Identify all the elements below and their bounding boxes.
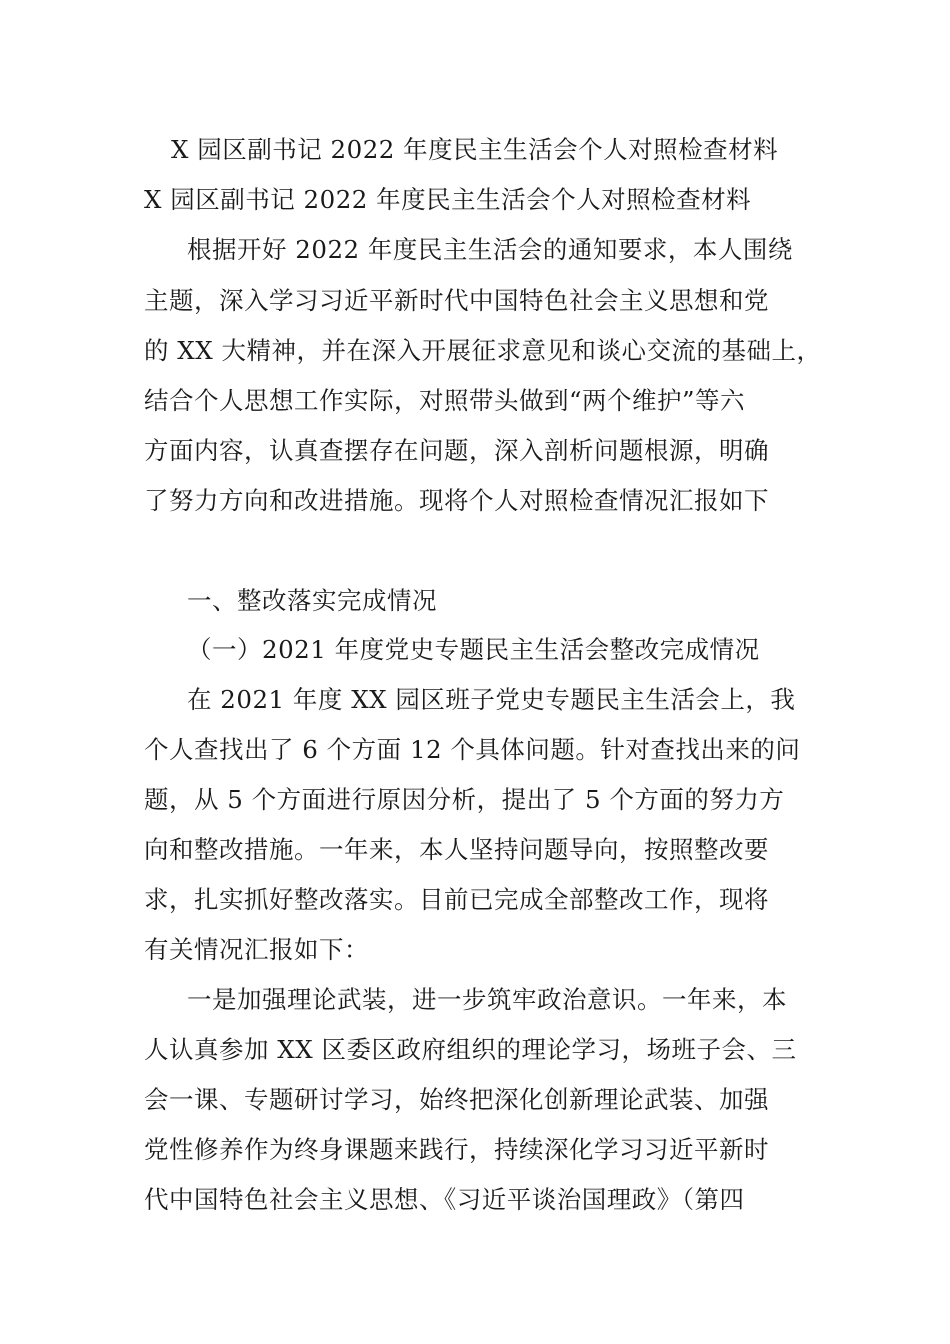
intro-line: 的 XX 大精神，并在深入开展征求意见和谈心交流的基础上， [144, 336, 822, 365]
paragraph-line: 有关情况汇报如下： [144, 935, 369, 964]
intro-line: 结合个人思想工作实际，对照带头做到“两个维护”等六 [144, 386, 746, 415]
section-heading: 一、整改落实完成情况 [187, 586, 437, 615]
paragraph-line: 会一课、专题研讨学习，始终把深化创新理论武装、加强 [144, 1085, 769, 1114]
intro-line: 了努力方向和改进措施。现将个人对照检查情况汇报如下 [144, 486, 769, 515]
paragraph-line: 代中国特色社会主义思想、《习近平谈治国理政》（第四 [144, 1185, 745, 1214]
document-title-repeat: X 园区副书记 2022 年度民主生活会个人对照检查材料 [144, 185, 752, 214]
paragraph-line: 求，扎实抓好整改落实。目前已完成全部整改工作，现将 [144, 885, 769, 914]
intro-line: 方面内容，认真查摆存在问题，深入剖析问题根源，明确 [144, 436, 769, 465]
paragraph-line: 个人查找出了 6 个方面 12 个具体问题。针对查找出来的问 [144, 735, 801, 764]
paragraph-line: 在 2021 年度 XX 园区班子党史专题民主生活会上，我 [187, 685, 796, 714]
paragraph-line: 一是加强理论武装，进一步筑牢政治意识。一年来，本 [187, 985, 787, 1014]
document-title: X 园区副书记 2022 年度民主生活会个人对照检查材料 [171, 135, 779, 164]
intro-line: 根据开好 2022 年度民主生活会的通知要求，本人围绕 [187, 235, 793, 264]
subsection-heading: （一）2021 年度党史专题民主生活会整改完成情况 [187, 635, 760, 664]
paragraph-line: 党性修养作为终身课题来践行，持续深化学习习近平新时 [144, 1135, 769, 1164]
intro-line: 主题，深入学习习近平新时代中国特色社会主义思想和党 [144, 286, 769, 315]
paragraph-line: 题，从 5 个方面进行原因分析，提出了 5 个方面的努力方 [144, 785, 785, 814]
paragraph-line: 人认真参加 XX 区委区政府组织的理论学习，场班子会、三 [144, 1035, 797, 1064]
paragraph-line: 向和整改措施。一年来，本人坚持问题导向，按照整改要 [144, 835, 769, 864]
